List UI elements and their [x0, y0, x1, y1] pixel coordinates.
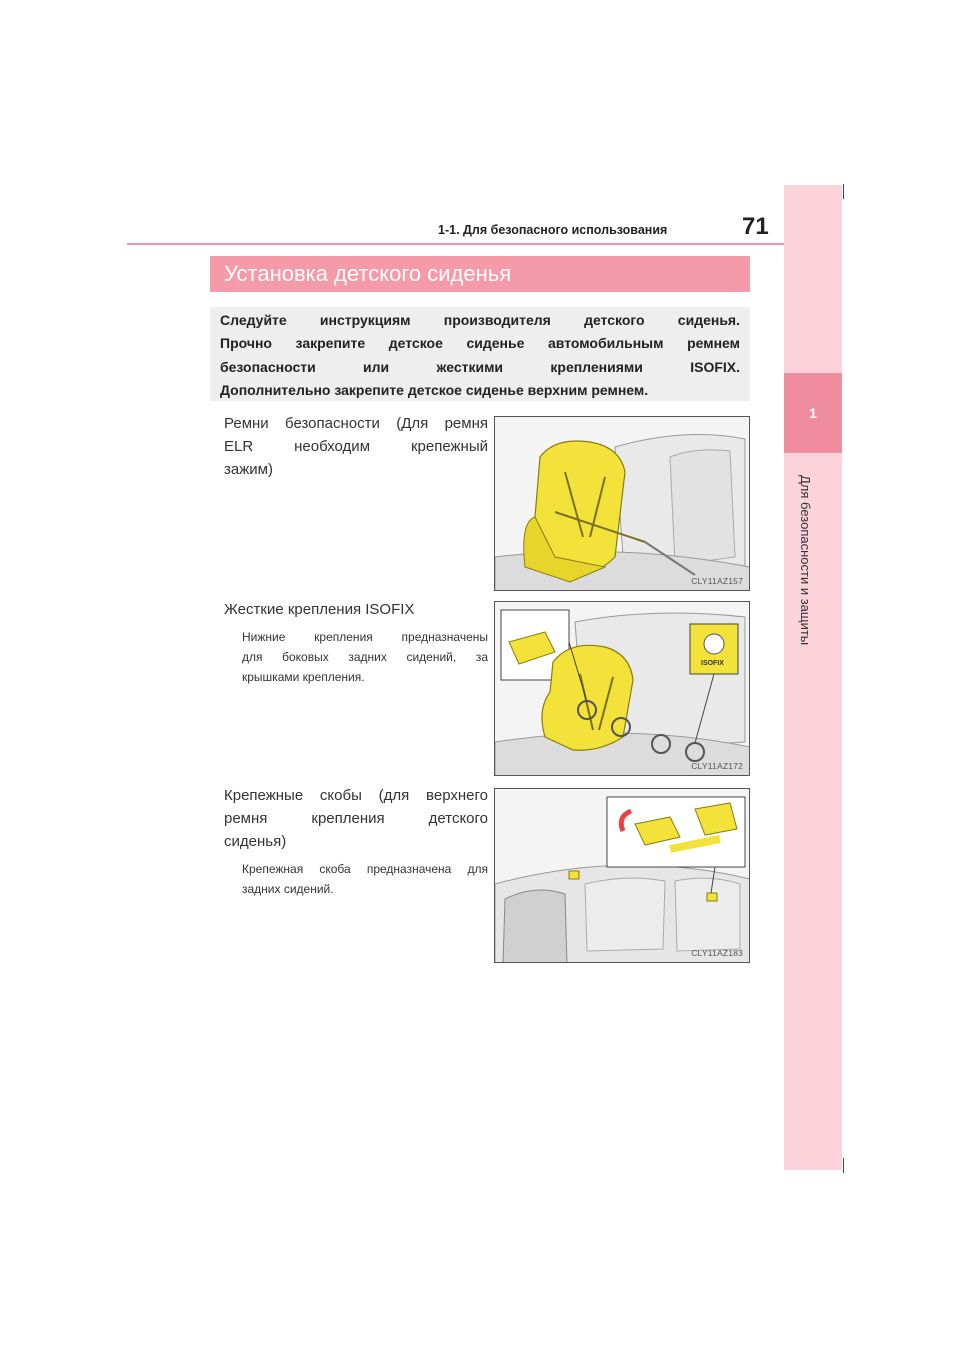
- isofix-anchor-illustration: [495, 602, 750, 776]
- section-title: Установка детского сиденья: [210, 256, 750, 292]
- figure-seatbelt: [494, 416, 750, 591]
- item-1-title-line-3: зажим): [224, 461, 273, 478]
- side-tab: [784, 185, 842, 1170]
- figure-isofix: [494, 601, 750, 776]
- item-2-desc-line-2: для боковых задних сидений, за: [242, 650, 488, 664]
- intro-line-2: Прочно закрепите детское сиденье автомобильным ремнем: [220, 335, 740, 352]
- child-seat-seatbelt-illustration: [495, 417, 750, 591]
- intro-box: [210, 307, 750, 401]
- chapter-header: 1-1. Для безопасного использования: [438, 223, 668, 237]
- item-2-title: Жесткие крепления ISOFIX: [224, 601, 415, 618]
- item-2-desc-line-1: Нижние крепления предназначены: [242, 630, 488, 644]
- crop-mark-top: [843, 184, 844, 199]
- figure-code: CLY11AZ157: [691, 576, 743, 586]
- intro-line-1: Следуйте инструкциям производителя детского сиденья.: [220, 312, 740, 328]
- item-3-title-line-2: ремня крепления детского: [224, 810, 488, 827]
- intro-line-4: Дополнительно закрепите детское сиденье верхним ремнем.: [220, 381, 649, 398]
- item-top-tether: [224, 784, 488, 899]
- item-2-desc-line-3: крышками крепления.: [242, 670, 365, 684]
- figure-code: CLY11AZ172: [691, 761, 743, 771]
- item-3-title-line-3: сиденья): [224, 833, 287, 850]
- item-1-title-line-1: Ремни безопасности (Для ремня: [224, 415, 488, 432]
- figure-code: CLY11AZ183: [691, 948, 743, 958]
- item-isofix: [224, 598, 488, 687]
- isofix-badge-label: ISOFIX: [701, 660, 724, 667]
- intro-line-3: безопасности или жесткими креплениями ISOFIX.: [220, 358, 740, 375]
- item-3-title-line-1: Крепежные скобы (для верхнего: [224, 787, 488, 804]
- crop-mark-bottom: [843, 1158, 844, 1173]
- item-3-desc-line-1: Крепежная скоба предназначена для: [242, 862, 488, 876]
- header-rule: [127, 243, 841, 245]
- side-tab-text: Для безопасности и защиты: [798, 475, 813, 646]
- figure-top-tether: [494, 788, 750, 963]
- item-3-desc-line-2: задних сидений.: [242, 882, 334, 896]
- page-number: 71: [742, 213, 769, 240]
- top-tether-bracket-illustration: [495, 789, 750, 963]
- side-tab-number: 1: [809, 405, 817, 421]
- item-seatbelt: [224, 412, 488, 481]
- item-1-title-line-2: ELR необходим крепежный: [224, 438, 488, 455]
